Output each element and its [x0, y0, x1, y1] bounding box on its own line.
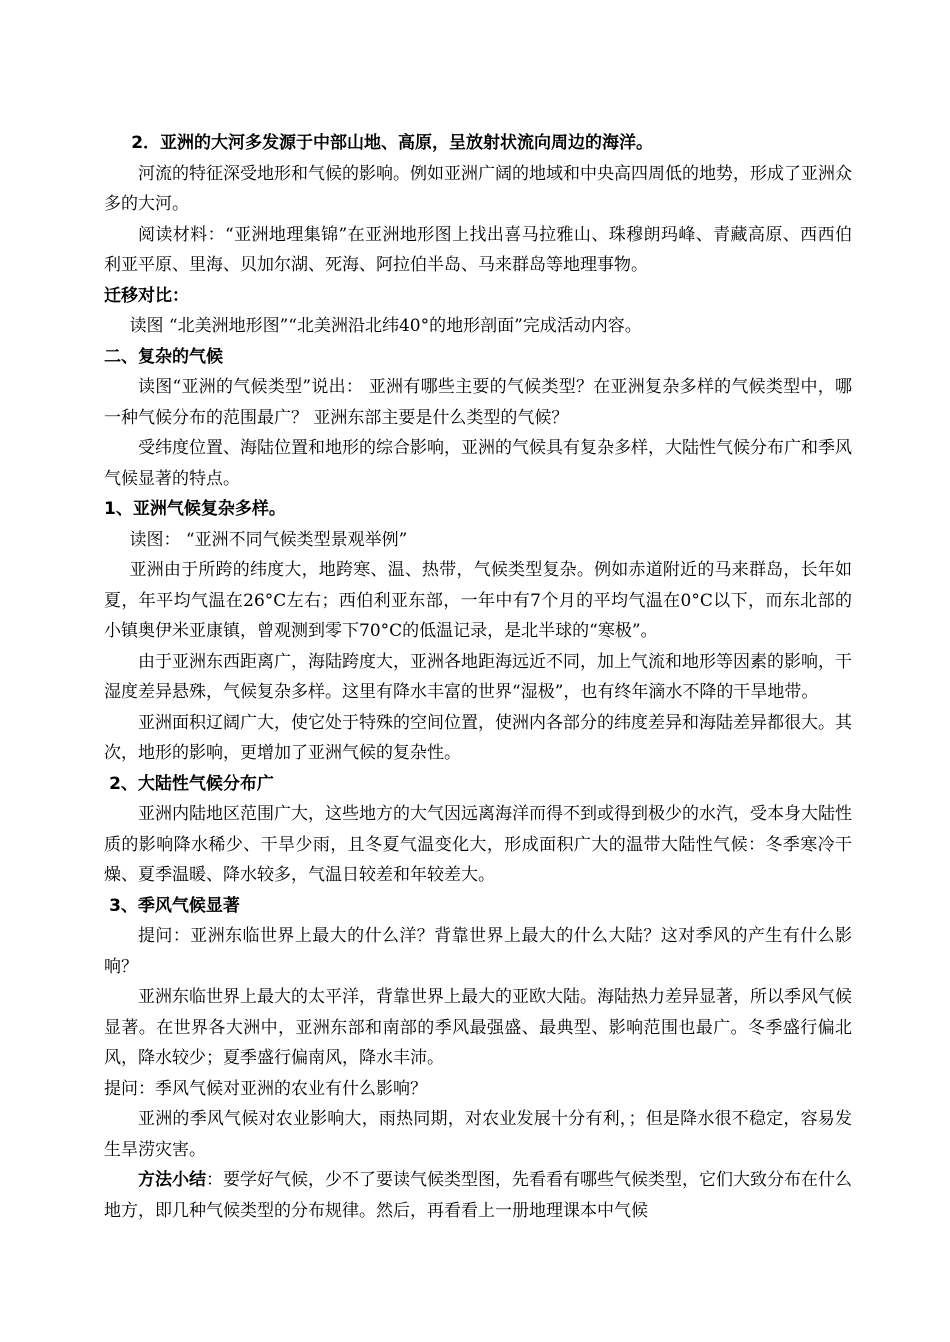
paragraph-question-ocean: 提问：亚洲东临世界上最大的什么洋？背靠世界上最大的什么大陆？这对季风的产生有什么影响？ [104, 926, 852, 977]
paragraph-climate-features: 受纬度位置、海陆位置和地形的综合影响，亚洲的气候具有复杂多样，大陆性气候分布广和季风气候显著的特点。 [104, 438, 852, 489]
paragraph-answer-agriculture: 亚洲的季风气候对农业影响大，雨热同期，对农业发展十分有利，；但是降水很不稳定，容易发生旱涝灾害。 [104, 1109, 852, 1160]
paragraph-continental: 亚洲内陆地区范围广大，这些地方的大气因远离海洋而得不到或得到极少的水汽，受本身大陆性质的影响降水稀少、干旱少雨，且冬夏气温变化大，形成面积广大的温带大陆性气候：冬季寒冷干燥、夏季温暖、降水较多，气温日较差和年较差大。 [104, 804, 852, 885]
paragraph-latitude-span: 亚洲由于所跨的纬度大，地跨寒、温、热带，气候类型复杂。例如赤道附近的马来群岛，长年如夏，年平均气温在26°C左右；西伯利亚东部，一年中有7个月的平均气温在0°C以下，而东北部的小镇奥伊米亚康镇，曾观测到零下70°C的低温记录，是北半球的“寒极”。 [104, 560, 852, 641]
paragraph-reading-material: 阅读材料：“亚洲地理集锦”在亚洲地形图上找出喜马拉雅山、珠穆朗玛峰、青藏高原、西西伯利亚平原、里海、贝加尔湖、死海、阿拉伯半岛、马来群岛等地理事物。 [104, 224, 852, 275]
paragraph-question-agriculture: 提问：季风气候对亚洲的农业有什么影响？ [104, 1078, 427, 1099]
document-page [104, 128, 852, 1226]
heading-climate-diverse: 1、亚洲气候复杂多样。 [104, 499, 286, 519]
paragraph-transfer: 读图 “北美洲地形图”“北美洲沿北纬40°的地形剖面”完成活动内容。 [129, 316, 642, 336]
heading-transfer-compare: 迁移对比： [104, 285, 189, 306]
paragraph-answer-ocean: 亚洲东临世界上最大的太平洋，背靠世界上最大的亚欧大陆。海陆热力差异显著，所以季风气候显著。在世界各大洲中，亚洲东部和南部的季风最强盛、最典型、影响范围也最广。冬季盛行偏北风，降水较少；夏季盛行偏南风，降水丰沛。 [104, 987, 852, 1068]
heading-rivers: 2．亚洲的大河多发源于中部山地、高原，呈放射状流向周边的海洋。 [131, 133, 654, 153]
paragraph-landscape-figure: 读图： “亚洲不同气候类型景观举例” [129, 529, 408, 550]
method-summary-text: ：要学好气候，少不了要读气候类型图，先看看有哪些气候类型，它们大致分布在什么地方，即几种气候类型的分布规律。然后，再看看上一册地理课本中气候 [104, 1170, 852, 1221]
paragraph-humidity: 由于亚洲东西距离广，海陆跨度大，亚洲各地距海远近不同，加上气流和地形等因素的影响，干湿度差异悬殊，气候复杂多样。这里有降水丰富的世界“湿极”，也有终年滴水不降的干旱地带。 [104, 651, 852, 702]
paragraph-climate-map: 读图“亚洲的气候类型”说出： 亚洲有哪些主要的气候类型？在亚洲复杂多样的气候类型中，哪一种气候分布的范围最广？ 亚洲东部主要是什么类型的气候？ [104, 377, 852, 428]
paragraph-rivers: 河流的特征深受地形和气候的影响。例如亚洲广阔的地域和中央高四周低的地势，形成了亚洲众多的大河。 [104, 163, 852, 214]
heading-complex-climate: 二、复杂的气候 [104, 346, 223, 367]
paragraph-method-summary [104, 1165, 852, 1226]
paragraph-area: 亚洲面积辽阔广大，使它处于特殊的空间位置，使洲内各部分的纬度差异和海陆差异都很大。其次，地形的影响，更增加了亚洲气候的复杂性。 [104, 712, 852, 763]
method-summary-label: 方法小结 [138, 1170, 206, 1190]
heading-monsoon-climate: 3、季风气候显著 [109, 895, 240, 916]
heading-continental-climate: 2、大陆性气候分布广 [109, 773, 274, 794]
